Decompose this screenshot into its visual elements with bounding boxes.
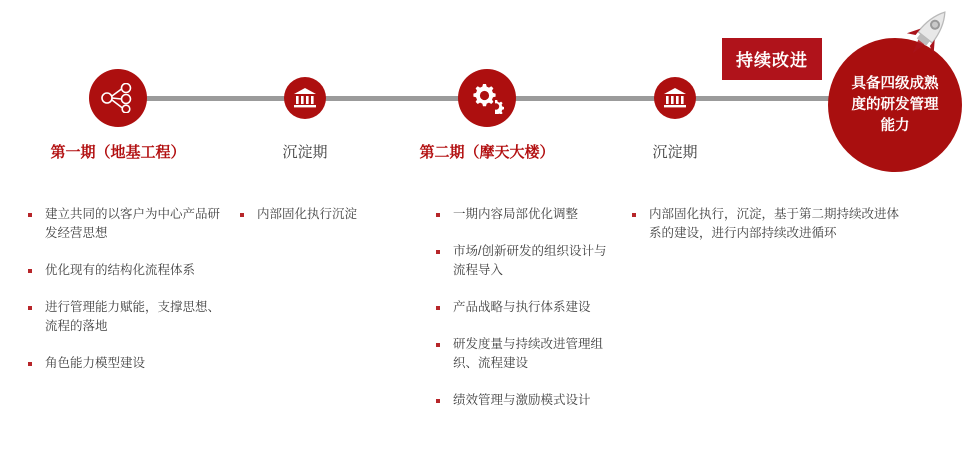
continuous-improvement-banner — [722, 38, 822, 80]
people-network-icon — [101, 83, 135, 113]
bullet-text: 一期内容局部优化调整 — [453, 207, 579, 221]
bullet-dot-icon — [436, 306, 440, 310]
gears-icon — [470, 82, 504, 114]
phase-label-4: 沉淀期 — [652, 144, 698, 161]
list-item — [28, 205, 228, 243]
bullet-dot-icon — [436, 343, 440, 347]
bullet-text: 优化现有的结构化流程体系 — [45, 263, 196, 277]
bullet-dot-icon — [28, 362, 32, 366]
list-item — [436, 391, 611, 410]
bullet-text: 绩效管理与激励模式设计 — [453, 393, 591, 407]
bullet-dot-icon — [28, 213, 32, 217]
phase-label-1: 第一期（地基工程） — [50, 144, 186, 161]
bullet-column-1 — [28, 205, 228, 391]
bullet-text: 内部固化执行沉淀 — [257, 207, 358, 221]
maturity-goal-label: 具备四级成熟度的研发管理能力 — [851, 75, 939, 134]
continuous-improvement-label: 持续改进 — [736, 51, 808, 70]
list-item — [240, 205, 430, 224]
timeline-node-1[interactable] — [89, 69, 147, 127]
list-item — [436, 298, 611, 317]
bullet-dot-icon — [28, 306, 32, 310]
bullet-dot-icon — [632, 213, 636, 217]
bullet-text: 角色能力模型建设 — [45, 356, 146, 370]
timeline-node-2[interactable] — [284, 77, 326, 119]
timeline-node-3[interactable] — [458, 69, 516, 127]
bank-pillars-icon — [663, 87, 687, 109]
bullet-column-4 — [632, 205, 907, 261]
bullet-text: 产品战略与执行体系建设 — [453, 300, 591, 314]
rocket-icon — [892, 0, 962, 70]
bullet-column-2 — [240, 205, 430, 242]
bullet-text: 建立共同的以客户为中心产品研发经营思想 — [45, 207, 221, 240]
bank-pillars-icon — [293, 87, 317, 109]
list-item — [28, 298, 228, 336]
bullet-dot-icon — [28, 269, 32, 273]
bullet-text: 内部固化执行，沉淀，基于第二期持续改进体系的建设，进行内部持续改进循环 — [649, 207, 900, 240]
list-item — [632, 205, 907, 243]
bullet-text: 市场/创新研发的组织设计与流程导入 — [453, 244, 607, 277]
bullet-dot-icon — [436, 213, 440, 217]
timeline-node-4[interactable] — [654, 77, 696, 119]
bullet-text: 进行管理能力赋能，支撑思想、流程的落地 — [45, 300, 221, 333]
list-item — [436, 242, 611, 280]
list-item — [28, 261, 228, 280]
bullet-dot-icon — [436, 399, 440, 403]
bullet-text: 研发度量与持续改进管理组织、流程建设 — [453, 337, 604, 370]
bullet-dot-icon — [436, 250, 440, 254]
phase-label-3: 第二期（摩天大楼） — [419, 144, 555, 161]
list-item — [436, 205, 611, 224]
bullet-column-3 — [436, 205, 611, 428]
bullet-dot-icon — [240, 213, 244, 217]
list-item — [436, 335, 611, 373]
list-item — [28, 354, 228, 373]
phase-label-2: 沉淀期 — [282, 144, 328, 161]
